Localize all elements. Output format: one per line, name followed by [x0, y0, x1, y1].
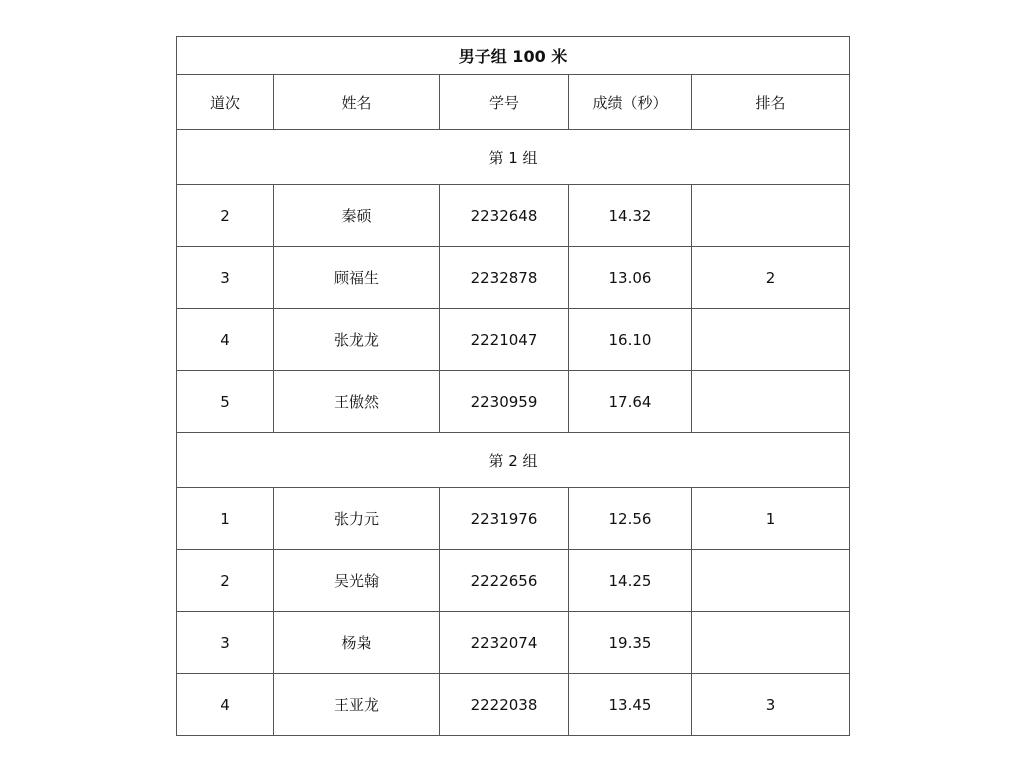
header-row — [177, 75, 850, 130]
name-cell: 杨枭 — [274, 612, 440, 674]
lane-cell: 4 — [177, 309, 274, 371]
rank-cell — [692, 371, 850, 433]
table-row — [177, 674, 850, 736]
table-row — [177, 612, 850, 674]
header-name: 姓名 — [274, 75, 440, 130]
table-row — [177, 247, 850, 309]
name-cell: 张龙龙 — [274, 309, 440, 371]
student-id-cell: 2230959 — [440, 371, 569, 433]
score-cell: 19.35 — [569, 612, 692, 674]
student-id-cell: 2232878 — [440, 247, 569, 309]
table-row — [177, 371, 850, 433]
rank-cell — [692, 612, 850, 674]
lane-cell: 3 — [177, 247, 274, 309]
group-row — [177, 433, 850, 488]
group-row — [177, 130, 850, 185]
name-cell: 吴光翰 — [274, 550, 440, 612]
student-id-cell: 2222038 — [440, 674, 569, 736]
name-cell: 王傲然 — [274, 371, 440, 433]
score-cell: 17.64 — [569, 371, 692, 433]
lane-cell: 1 — [177, 488, 274, 550]
lane-cell: 3 — [177, 612, 274, 674]
name-cell: 顾福生 — [274, 247, 440, 309]
rank-cell — [692, 309, 850, 371]
table-row — [177, 185, 850, 247]
table-row — [177, 488, 850, 550]
lane-cell: 4 — [177, 674, 274, 736]
results-table — [176, 36, 850, 736]
lane-cell: 2 — [177, 550, 274, 612]
lane-cell: 5 — [177, 371, 274, 433]
score-cell: 13.06 — [569, 247, 692, 309]
name-cell: 王亚龙 — [274, 674, 440, 736]
student-id-cell: 2232648 — [440, 185, 569, 247]
rank-cell — [692, 185, 850, 247]
score-cell: 13.45 — [569, 674, 692, 736]
score-cell: 16.10 — [569, 309, 692, 371]
name-cell: 秦硕 — [274, 185, 440, 247]
score-cell: 14.32 — [569, 185, 692, 247]
student-id-cell: 2232074 — [440, 612, 569, 674]
table-row — [177, 309, 850, 371]
table-title-row — [177, 37, 850, 75]
name-cell: 张力元 — [274, 488, 440, 550]
lane-cell: 2 — [177, 185, 274, 247]
rank-cell — [692, 550, 850, 612]
group-label: 第 1 组 — [177, 130, 850, 185]
header-lane: 道次 — [177, 75, 274, 130]
score-cell: 12.56 — [569, 488, 692, 550]
header-score: 成绩（秒） — [569, 75, 692, 130]
rank-cell: 2 — [692, 247, 850, 309]
header-rank: 排名 — [692, 75, 850, 130]
rank-cell: 3 — [692, 674, 850, 736]
group-label: 第 2 组 — [177, 433, 850, 488]
student-id-cell: 2221047 — [440, 309, 569, 371]
student-id-cell: 2222656 — [440, 550, 569, 612]
score-cell: 14.25 — [569, 550, 692, 612]
header-student-id: 学号 — [440, 75, 569, 130]
table-row — [177, 550, 850, 612]
student-id-cell: 2231976 — [440, 488, 569, 550]
rank-cell: 1 — [692, 488, 850, 550]
table-title: 男子组 100 米 — [177, 37, 850, 75]
